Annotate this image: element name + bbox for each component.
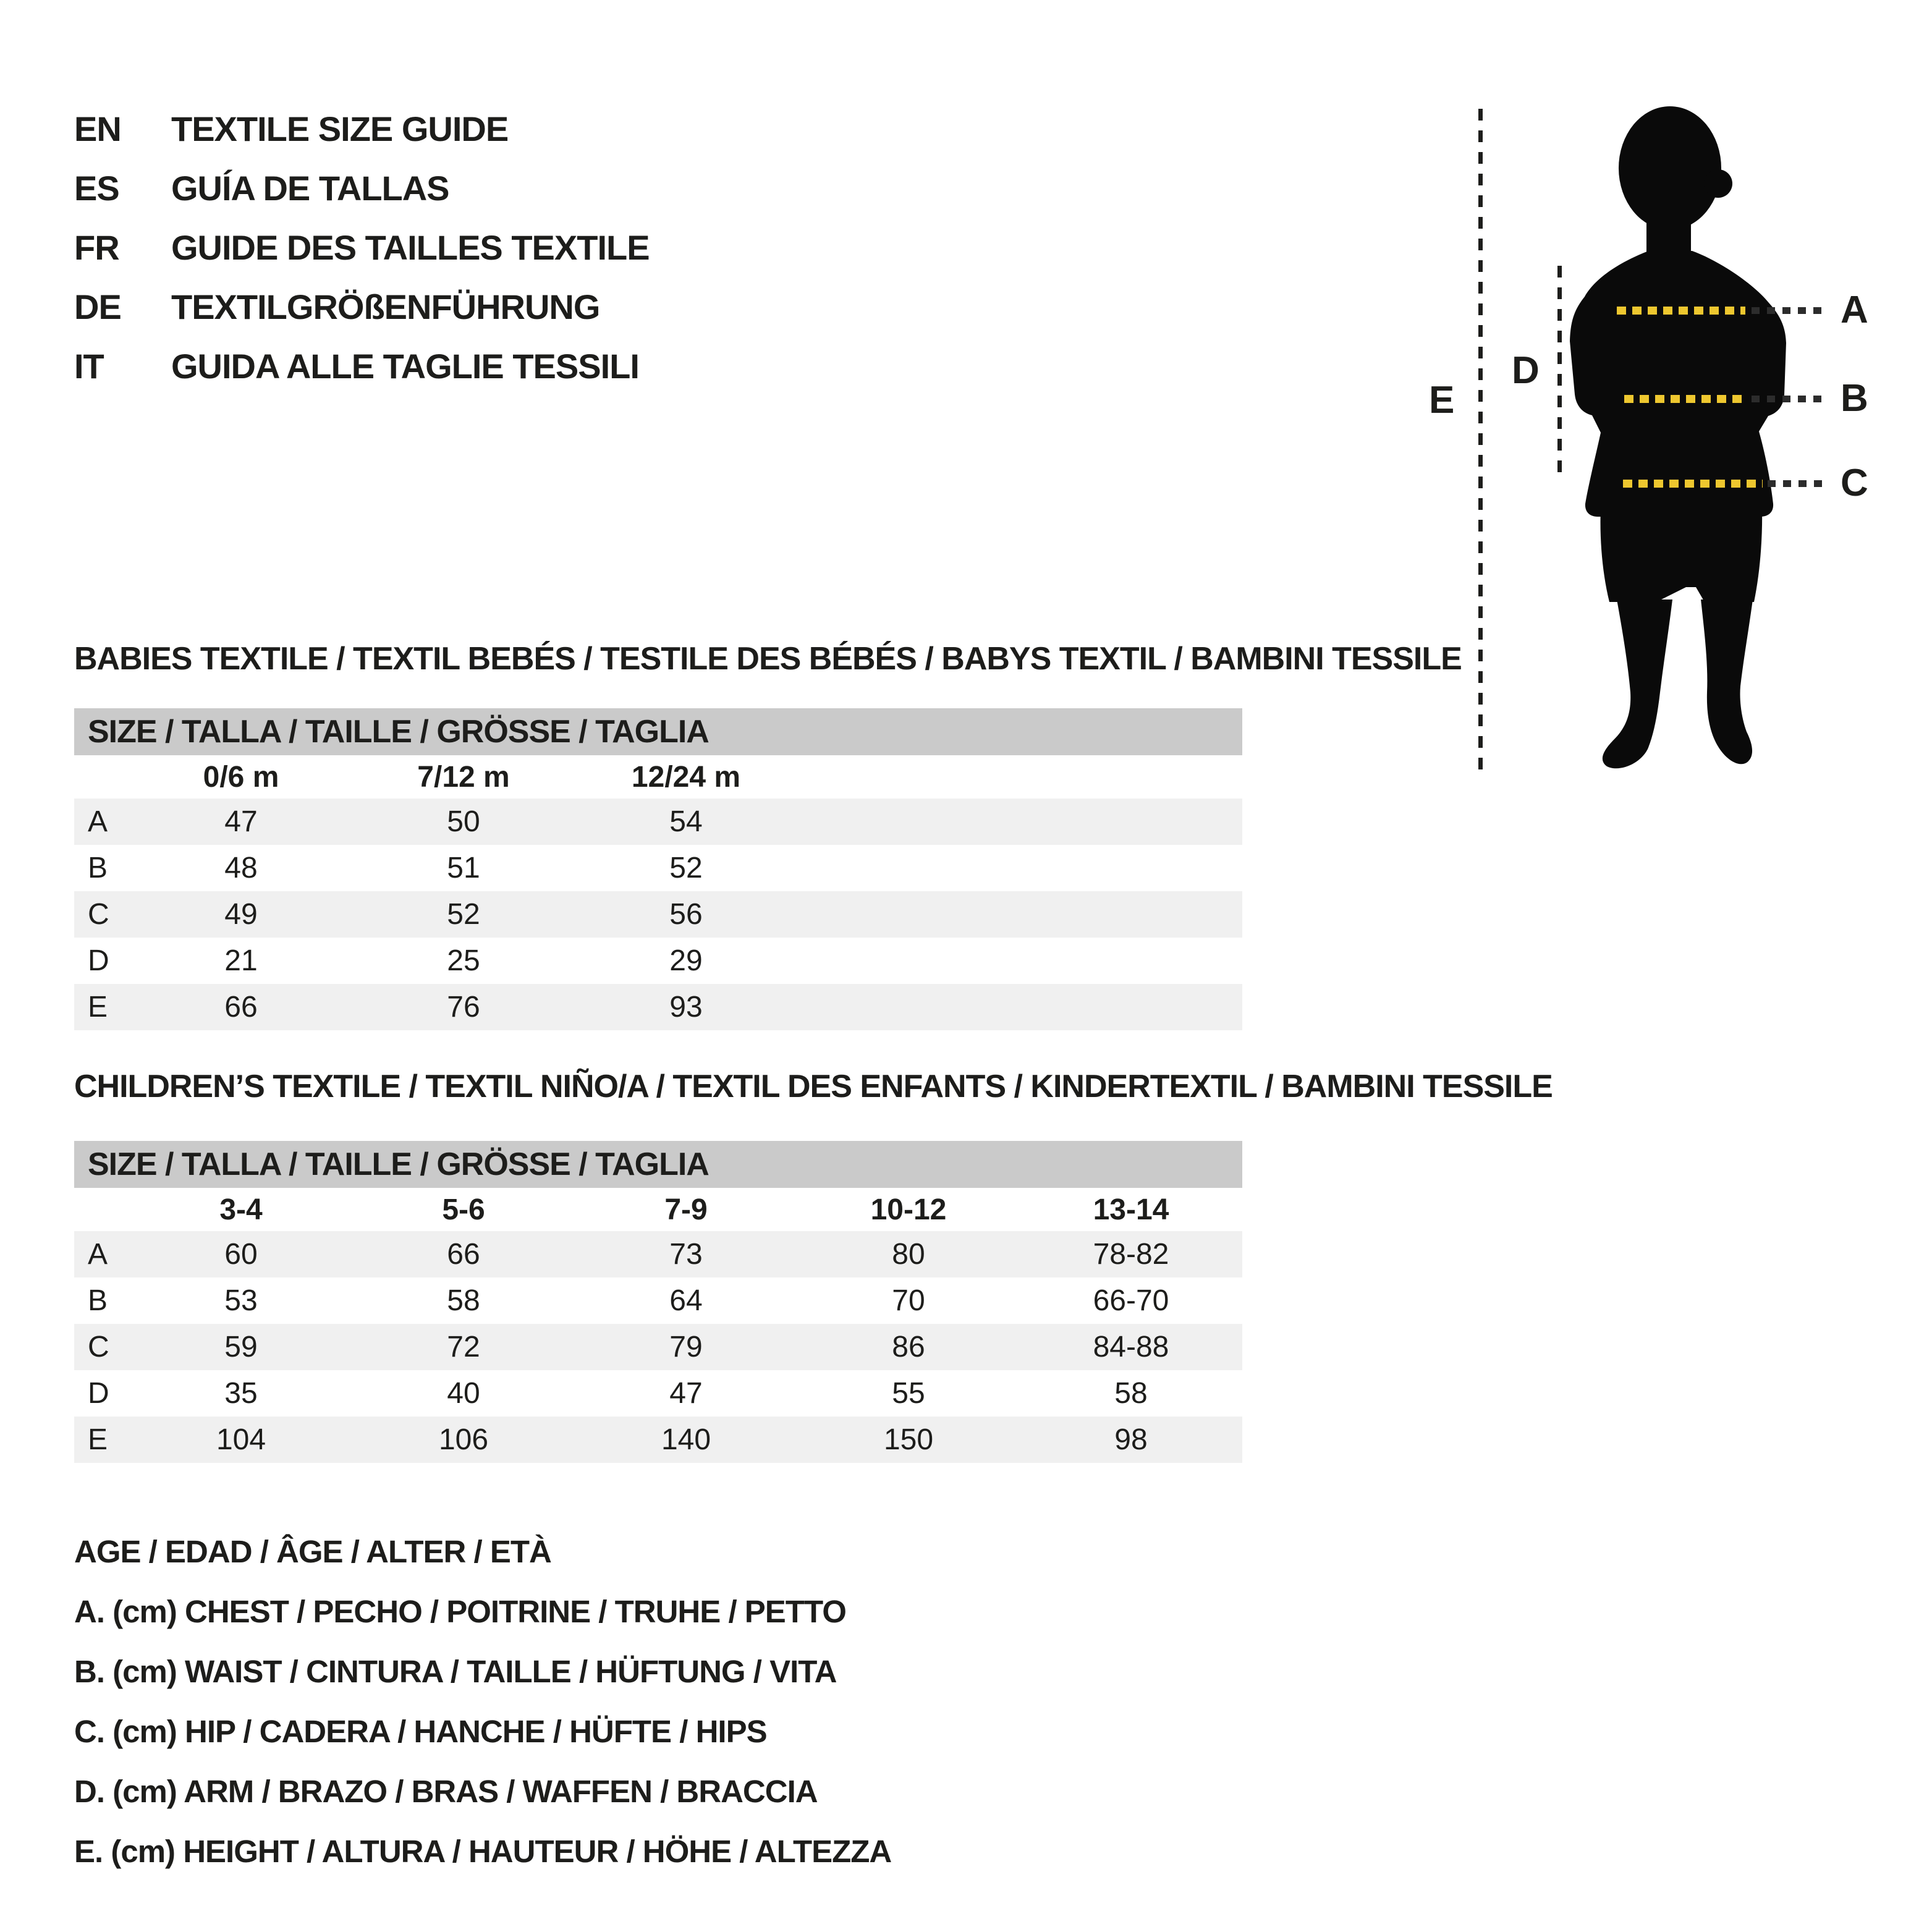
table-cell: 106 <box>438 1423 489 1456</box>
legend-arm: D. (cm) ARM / BRAZO / BRAS / WAFFEN / BRACCIA <box>74 1774 818 1809</box>
arm-measure-line <box>1557 266 1562 479</box>
table-cell: 104 <box>216 1423 266 1456</box>
table-cell: 55 <box>892 1377 925 1410</box>
table-cell: 40 <box>447 1377 480 1410</box>
table-cell: 98 <box>1114 1423 1148 1456</box>
table-cell: 50 <box>447 805 480 838</box>
column-header: 0/6 m <box>203 760 279 794</box>
hip-measure-leader <box>1768 480 1829 487</box>
language-title: GUIDE DES TAILLES TEXTILE <box>171 227 650 267</box>
language-row-en <box>74 99 650 158</box>
table-row-c <box>74 891 1242 938</box>
table-row-a <box>74 1231 1242 1277</box>
measure-label-arm: D <box>1512 349 1540 392</box>
chest-measure-line <box>1617 307 1745 315</box>
table-cell: 48 <box>224 852 258 884</box>
table-cell: 52 <box>447 898 480 931</box>
babies-section-heading: BABIES TEXTILE / TEXTIL BEBÉS / TESTILE DES BÉBÉS / BABYS TEXTIL / BAMBINI TESSILE <box>74 641 1462 677</box>
table-cell: 76 <box>447 991 480 1023</box>
table-cell: 64 <box>669 1284 703 1317</box>
language-title: TEXTILE SIZE GUIDE <box>171 109 509 148</box>
column-header: 12/24 m <box>631 760 741 794</box>
language-code: EN <box>74 109 121 148</box>
waist-measure-line <box>1624 395 1745 403</box>
table-cell: 60 <box>224 1238 258 1271</box>
column-header: 5-6 <box>442 1193 485 1226</box>
column-header: 7/12 m <box>417 760 510 794</box>
row-label: E <box>88 991 108 1023</box>
chest-measure-leader <box>1752 307 1828 314</box>
table-row-b <box>74 845 1242 891</box>
measure-label-height: E <box>1429 379 1455 422</box>
table-cell: 58 <box>447 1284 480 1317</box>
language-row-de <box>74 277 650 336</box>
hip-measure-line <box>1623 480 1763 488</box>
row-label: A <box>88 1238 108 1271</box>
column-header-row <box>74 755 1242 799</box>
babies-size-table <box>74 708 1242 1030</box>
table-cell: 25 <box>447 944 480 977</box>
measurement-legend <box>74 1522 891 1881</box>
row-label: B <box>88 1284 108 1317</box>
column-header: 13-14 <box>1093 1193 1169 1226</box>
legend-waist: B. (cm) WAIST / CINTURA / TAILLE / HÜFTUNG / VITA <box>74 1654 837 1689</box>
table-row-e <box>74 984 1242 1030</box>
table-cell: 35 <box>224 1377 258 1410</box>
table-cell: 66 <box>224 991 258 1023</box>
size-header-bar: SIZE / TALLA / TAILLE / GRÖSSE / TAGLIA <box>74 1141 1242 1188</box>
table-cell: 54 <box>669 805 703 838</box>
table-cell: 51 <box>447 852 480 884</box>
measure-label-hip: C <box>1841 462 1868 504</box>
legend-height: E. (cm) HEIGHT / ALTURA / HAUTEUR / HÖHE / ALTEZZA <box>74 1834 892 1869</box>
measure-label-waist: B <box>1841 377 1868 420</box>
language-title: TEXTILGRÖßENFÜHRUNG <box>171 287 600 326</box>
children-size-table <box>74 1141 1242 1463</box>
children-section-heading: CHILDREN’S TEXTILE / TEXTIL NIÑO/A / TEXTIL DES ENFANTS / KINDERTEXTIL / BAMBINI TESSILE <box>74 1069 1553 1104</box>
column-header: 3-4 <box>219 1193 263 1226</box>
table-cell: 59 <box>224 1331 258 1363</box>
legend-chest: A. (cm) CHEST / PECHO / POITRINE / TRUHE / PETTO <box>74 1594 846 1629</box>
row-label: E <box>88 1423 108 1456</box>
column-header: 7-9 <box>664 1193 708 1226</box>
row-label: A <box>88 805 108 838</box>
language-title-list <box>74 99 650 396</box>
row-label: D <box>88 944 109 977</box>
language-row-it <box>74 336 650 396</box>
size-header-bar: SIZE / TALLA / TAILLE / GRÖSSE / TAGLIA <box>74 708 1242 755</box>
table-cell: 73 <box>669 1238 703 1271</box>
table-cell: 29 <box>669 944 703 977</box>
row-label: B <box>88 852 108 884</box>
column-header-row <box>74 1188 1242 1231</box>
measure-label-chest: A <box>1841 289 1868 331</box>
child-silhouette <box>1564 105 1792 773</box>
row-label: C <box>88 898 109 931</box>
table-cell: 78-82 <box>1093 1238 1169 1271</box>
language-code: IT <box>74 346 104 386</box>
column-header: 10-12 <box>870 1193 947 1226</box>
legend-age: AGE / EDAD / ÂGE / ALTER / ETÀ <box>74 1534 551 1569</box>
language-row-es <box>74 158 650 218</box>
table-cell: 47 <box>669 1377 703 1410</box>
table-cell: 53 <box>224 1284 258 1317</box>
table-row-c <box>74 1324 1242 1370</box>
height-measure-line <box>1478 109 1483 771</box>
waist-measure-leader <box>1752 396 1828 402</box>
language-code: ES <box>74 168 119 208</box>
table-cell: 80 <box>892 1238 925 1271</box>
row-label: D <box>88 1377 109 1410</box>
language-code: DE <box>74 287 121 326</box>
table-row-b <box>74 1277 1242 1324</box>
table-cell: 150 <box>883 1423 934 1456</box>
table-cell: 49 <box>224 898 258 931</box>
table-cell: 66-70 <box>1093 1284 1169 1317</box>
language-title: GUÍA DE TALLAS <box>171 168 449 208</box>
table-cell: 52 <box>669 852 703 884</box>
table-row-d <box>74 1370 1242 1417</box>
table-cell: 72 <box>447 1331 480 1363</box>
table-cell: 86 <box>892 1331 925 1363</box>
table-cell: 70 <box>892 1284 925 1317</box>
table-cell: 79 <box>669 1331 703 1363</box>
table-cell: 58 <box>1114 1377 1148 1410</box>
table-cell: 56 <box>669 898 703 931</box>
table-cell: 66 <box>447 1238 480 1271</box>
row-label: C <box>88 1331 109 1363</box>
table-row-e <box>74 1417 1242 1463</box>
language-row-fr <box>74 218 650 277</box>
language-code: FR <box>74 227 119 267</box>
table-cell: 47 <box>224 805 258 838</box>
table-row-a <box>74 799 1242 845</box>
table-cell: 140 <box>661 1423 711 1456</box>
table-cell: 21 <box>224 944 258 977</box>
table-cell: 84-88 <box>1093 1331 1169 1363</box>
legend-hip: C. (cm) HIP / CADERA / HANCHE / HÜFTE / HIPS <box>74 1714 767 1749</box>
table-cell: 93 <box>669 991 703 1023</box>
table-row-d <box>74 938 1242 984</box>
language-title: GUIDA ALLE TAGLIE TESSILI <box>171 346 639 386</box>
